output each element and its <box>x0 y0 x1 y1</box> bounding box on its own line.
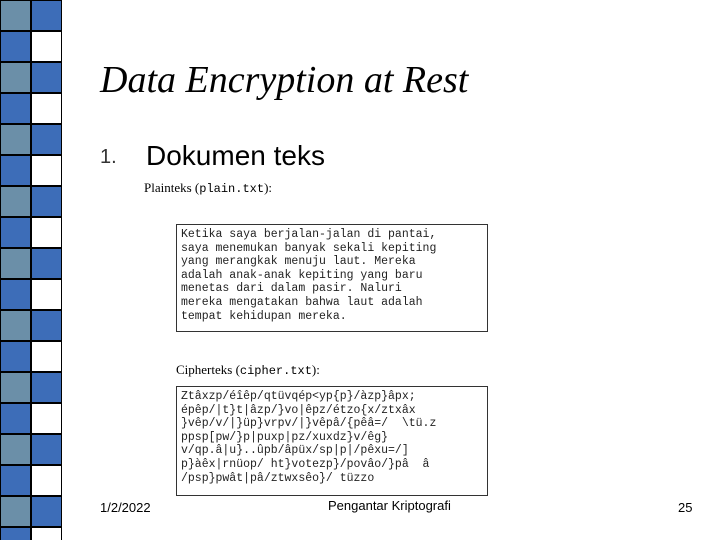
slide-title: Data Encryption at Rest <box>100 59 469 101</box>
stripe-block <box>31 372 62 403</box>
stripe-block <box>31 496 62 527</box>
stripe-block <box>0 124 31 155</box>
stripe-block <box>31 93 62 124</box>
stripe-block <box>0 0 31 31</box>
ciphertext-line: v/qp.â|u}..ûpb/âpüx/sp|p|/pêxu=/] <box>181 444 409 458</box>
stripe-block <box>0 527 31 540</box>
stripe-block <box>31 186 62 217</box>
plaintext-line: yang merangkak menuju laut. Mereka <box>181 255 416 269</box>
stripe-block <box>31 62 62 93</box>
bullet-text: Dokumen teks <box>146 140 325 171</box>
stripe-block <box>0 310 31 341</box>
stripe-block <box>0 434 31 465</box>
plaintext-line: tempat kehidupan mereka. <box>181 309 347 323</box>
ciphertext-line: /psp}pwât|pâ/ztwxsêo}/ tüzzo <box>181 471 375 485</box>
ciphertext-line: Ztâxzp/éîêp/qtüvqép<yp{p}/àzp}âpx; <box>181 390 416 403</box>
ciphertext-line: épêp/|t}t|âzp/}vo|êpz/étzo{x/ztxâx <box>181 403 416 417</box>
ciphertext-caption-end: ): <box>311 362 320 377</box>
footer-date: 1/2/2022 <box>100 500 151 515</box>
stripe-block <box>31 527 62 540</box>
ciphertext-line: ppsp[pw/}p|puxp|pz/xuxdz}v/êg} <box>181 430 389 444</box>
ciphertext-box <box>176 386 488 496</box>
plaintext-caption <box>144 180 272 196</box>
stripe-block <box>0 372 31 403</box>
ciphertext-line: }vêp/v/|}üp}vrpv/|}vêpâ/{pêâ=/ \tü.z <box>181 417 437 431</box>
stripe-block <box>31 248 62 279</box>
plaintext-filename: plain.txt <box>199 182 265 196</box>
ciphertext-line: p}àêx|rnüop/ ht}votezp}/povâo/}pâ â <box>181 457 430 471</box>
stripe-block <box>31 217 62 248</box>
plaintext-line: Ketika saya berjalan-jalan di pantai, <box>181 228 437 241</box>
plaintext-caption-label: Plainteks ( <box>144 180 200 195</box>
stripe-block <box>0 403 31 434</box>
stripe-block <box>31 341 62 372</box>
stripe-block <box>0 279 31 310</box>
plaintext-caption-end: ): <box>264 180 273 195</box>
ciphertext-caption-label: Cipherteks ( <box>176 362 240 377</box>
bullet-number: 1. <box>100 146 117 168</box>
ciphertext-filename: cipher.txt <box>239 364 312 378</box>
footer-title: Pengantar Kriptografi <box>328 498 451 513</box>
stripe-block <box>0 341 31 372</box>
stripe-block <box>31 465 62 496</box>
stripe-block <box>31 124 62 155</box>
stripe-block <box>0 93 31 124</box>
stripe-block <box>31 279 62 310</box>
stripe-block <box>31 0 62 31</box>
page-number: 25 <box>678 500 693 515</box>
stripe-block <box>0 31 31 62</box>
stripe-block <box>31 155 62 186</box>
stripe-block <box>31 31 62 62</box>
plaintext-box <box>176 224 488 332</box>
stripe-block <box>31 310 62 341</box>
ciphertext-caption <box>176 362 320 378</box>
plaintext-line: adalah anak-anak kepiting yang baru <box>181 268 423 282</box>
stripe-block <box>0 62 31 93</box>
stripe-block <box>0 186 31 217</box>
plaintext-line: menetas dari dalam pasir. Naluri <box>181 282 402 296</box>
stripe-block <box>31 403 62 434</box>
stripe-block <box>0 465 31 496</box>
stripe-block <box>0 155 31 186</box>
plaintext-line: mereka mengatakan bahwa laut adalah <box>181 295 423 309</box>
plaintext-line: saya menemukan banyak sekali kepiting <box>181 241 437 255</box>
stripe-block <box>0 217 31 248</box>
decorative-stripe <box>0 0 62 540</box>
stripe-block <box>0 248 31 279</box>
stripe-block <box>0 496 31 527</box>
stripe-block <box>31 434 62 465</box>
